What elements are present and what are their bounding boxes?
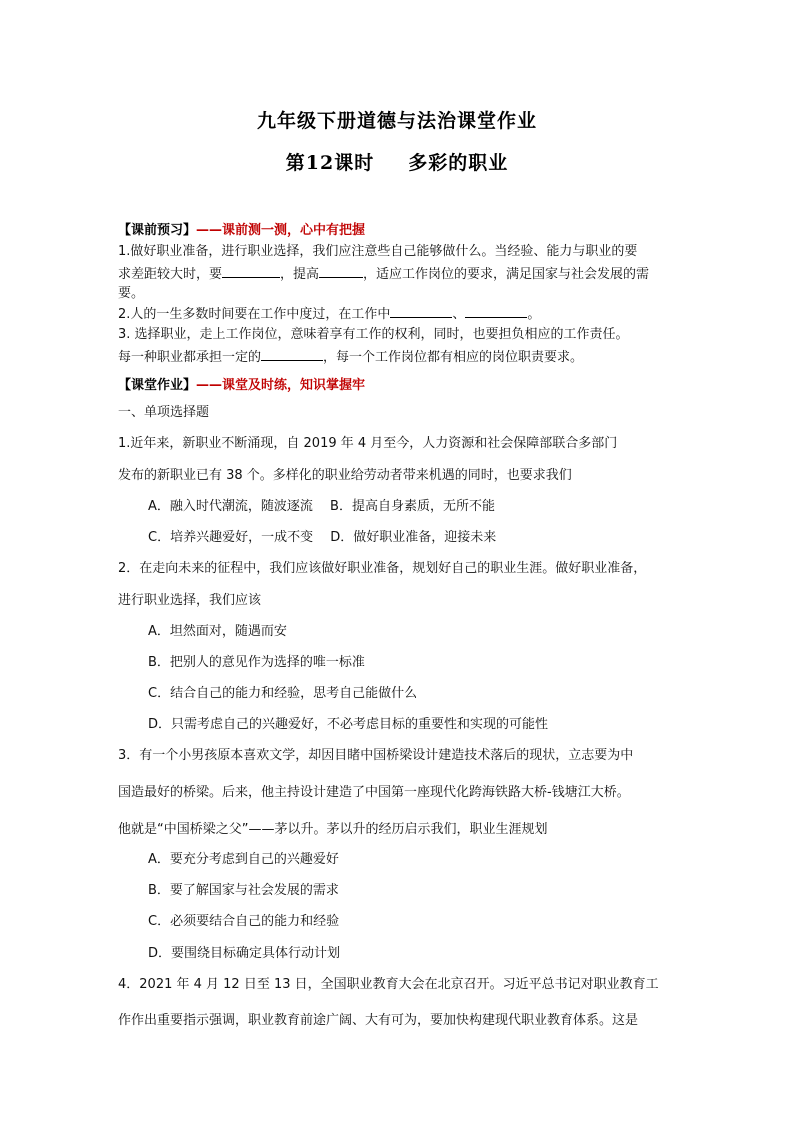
question-2-option-c[interactable]: C．结合自己的能力和经验，思考自己能做什么 [148, 686, 418, 701]
preview-heading: 【课前预习】——课前测一测，心中有把握 [118, 223, 366, 238]
preview-subheading: ——课前测一测，心中有把握 [196, 223, 366, 238]
question-1-options-cd[interactable]: C．培养兴趣爱好，一成不变 D．做好职业准备，迎接未来 [148, 530, 497, 545]
answer-blank[interactable] [465, 305, 527, 318]
answer-blank[interactable] [319, 265, 363, 278]
preview-item-1-line-1: 1.做好职业准备，进行职业选择，我们应注意些自己能够做什么。当经验、能力与职业的要 [118, 244, 638, 259]
lesson-name: 多彩的职业 [408, 152, 509, 174]
question-2-option-b[interactable]: B．把别人的意见作为选择的唯一标准 [148, 655, 365, 670]
question-3-line-2: 国造最好的桥梁。后来，他主持设计建造了中国第一座现代化跨海铁路大桥-钱塘江大桥。 [118, 785, 630, 800]
lesson-number: 第12课时 [285, 152, 375, 174]
lesson-title [0, 148, 794, 175]
question-1-options-ab[interactable]: A．融入时代潮流，随波逐流 B．提高自身素质，无所不能 [148, 499, 495, 514]
question-4-line-1: 4．2021 年 4 月 12 日至 13 日，全国职业教育大会在北京召开。习近平总书记对职业教育工 [118, 977, 659, 992]
question-3-option-d[interactable]: D．要围绕目标确定具体行动计划 [148, 946, 341, 961]
preview-item-3-line-2: 每一种职业都承担一定的 ，每一个工作岗位都有相应的岗位职责要求。 [118, 350, 584, 365]
preview-item-2: 2.人的一生多数时间要在工作中度过，在工作中 、 。 [118, 307, 541, 322]
question-1-line-1: 1.近年来，新职业不断涌现，自 2019 年 4 月至今，人力资源和社会保障部联合多部门 [118, 436, 618, 451]
preview-item-1-line-2: 求差距较大时，要 ，提高 ，适应工作岗位的要求，满足国家与社会发展的需 [118, 267, 650, 282]
question-4-line-2: 作作出重要指示强调，职业教育前途广阔、大有可为，要加快构建现代职业教育体系。这是 [118, 1013, 639, 1028]
question-3-option-b[interactable]: B．要了解国家与社会发展的需求 [148, 883, 339, 898]
question-3-option-c[interactable]: C．必须要结合自己的能力和经验 [148, 914, 340, 929]
question-2-line-1: 2．在走向未来的征程中，我们应该做好职业准备，规划好自己的职业生涯。做好职业准备， [118, 561, 647, 576]
question-2-option-a[interactable]: A．坦然面对，随遇而安 [148, 624, 287, 639]
answer-blank[interactable] [261, 348, 323, 361]
question-2-option-d[interactable]: D．只需考虑自己的兴趣爱好，不必考虑目标的重要性和实现的可能性 [148, 717, 549, 732]
preview-item-3-line-1: 3. 选择职业，走上工作岗位，意味着享有工作的权利，同时，也要担负相应的工作责任。 [118, 327, 629, 342]
document-title: 九年级下册道德与法治课堂作业 [256, 110, 537, 132]
answer-blank[interactable] [222, 265, 280, 278]
classwork-subheading: ——课堂及时练，知识掌握牢 [196, 378, 366, 393]
preview-item-1-line-3: 要。 [118, 286, 145, 301]
question-3-line-3: 他就是“中国桥梁之父”——茅以升。茅以升的经历启示我们，职业生涯规划 [118, 822, 548, 837]
classwork-heading: 【课堂作业】——课堂及时练，知识掌握牢 [118, 378, 366, 393]
section-title: 一、单项选择题 [118, 405, 210, 420]
question-3-option-a[interactable]: A．要充分考虑到自己的兴趣爱好 [148, 852, 339, 867]
question-2-line-2: 进行职业选择，我们应该 [118, 593, 262, 608]
question-3-line-1: 3．有一个小男孩原本喜欢文学，却因目睹中国桥梁设计建造技术落后的现状，立志要为中 [118, 748, 634, 763]
answer-blank[interactable] [390, 305, 452, 318]
question-1-line-2: 发布的新职业已有 38 个。多样化的职业给劳动者带来机遇的同时，也要求我们 [118, 468, 572, 483]
